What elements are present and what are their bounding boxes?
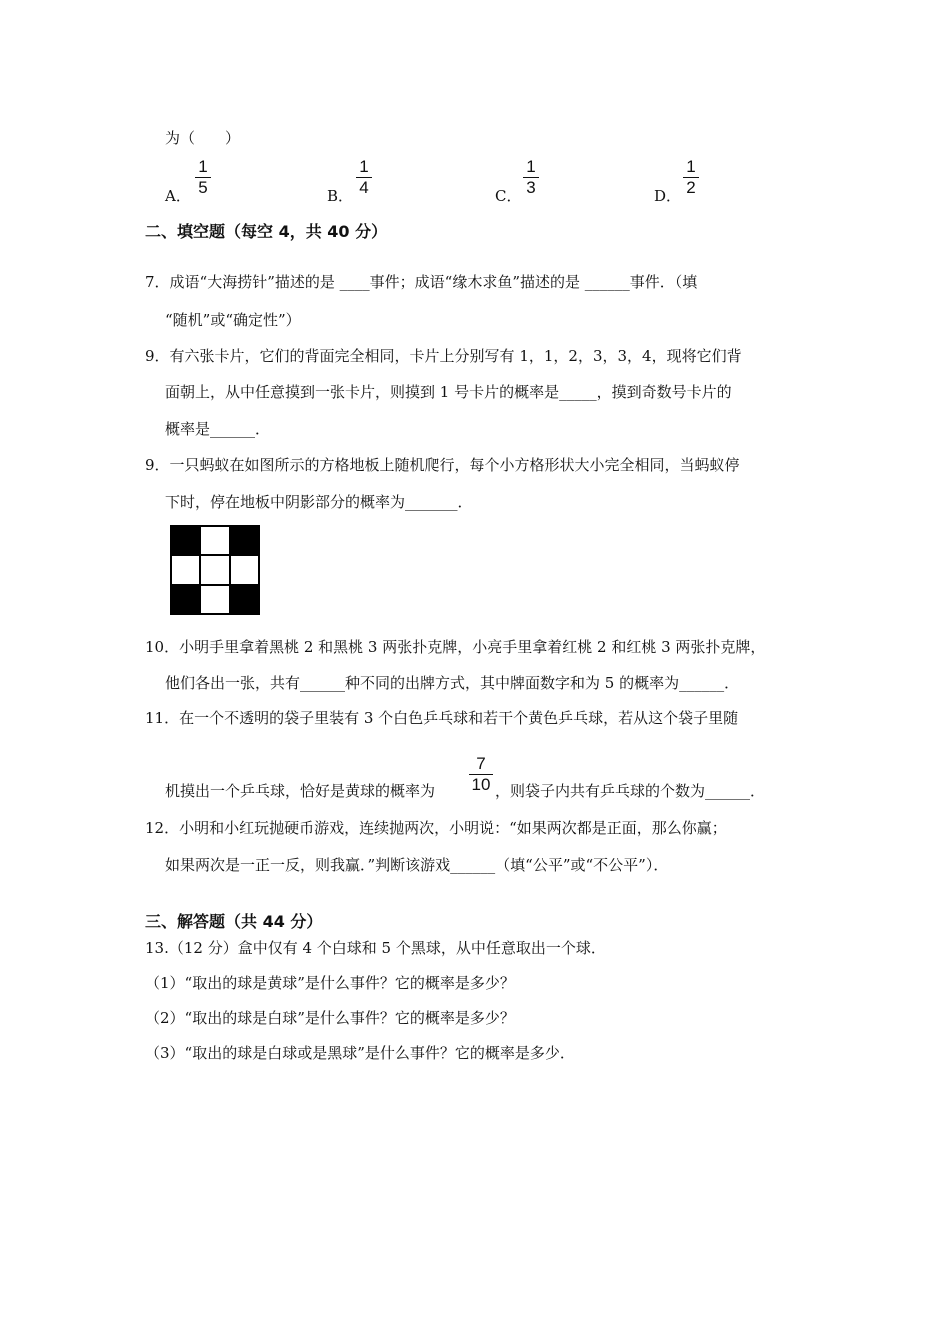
q9-line-1: 9．一只蚂蚁在如图所示的方格地板上随机爬行，每个小方格形状大小完全相同，当蚂蚁停 [145,456,740,474]
q9-line-2: 下时，停在地板中阴影部分的概率为_______． [165,493,473,511]
q6-option-c-fraction: 1 3 [523,158,539,197]
q9-floor-grid [170,525,260,615]
q8-line-1: 9．有六张卡片，它们的背面完全相同，卡片上分别写有 1，1，2，3，3，4，现将它们背 [145,347,742,365]
q11-fraction: 7 10 [469,755,493,794]
q6-option-d-label: D． [654,187,682,205]
q11-line-2-end: ，则袋子内共有乒乓球的个数为______． [495,782,766,800]
q13-part-3: （3）“取出的球是白球或是黑球”是什么事件？它的概率是多少． [145,1044,575,1062]
grid-cell-blank [200,555,229,584]
q12-line-2: 如果两次是一正一反，则我赢．”判断该游戏______（填“公平”或“不公平”）． [165,856,669,874]
q13-part-1: （1）“取出的球是黄球”是什么事件？它的概率是多少？ [145,974,515,992]
q7-line-2: “随机”或“确定性”） [165,311,301,329]
q12-line-1: 12．小明和小红玩抛硬币游戏，连续抛两次，小明说：“如果两次都是正面，那么你赢； [145,819,727,837]
section-3-heading: 三、解答题（共 44 分） [145,912,323,931]
q11-line-2-start: 机摸出一个乒乓球，恰好是黄球的概率为 [165,782,436,800]
q6-option-b-label: B． [327,187,354,205]
grid-cell-blank [230,555,259,584]
q6-option-a-label: A． [165,187,191,205]
section-2-heading: 二、填空题（每空 4，共 40 分） [145,222,388,241]
grid-cell-blank [200,585,229,614]
q6-option-a-fraction: 1 5 [195,158,211,197]
q7-line-1: 7．成语“大海捞针”描述的是 ____事件；成语“缘木求鱼”描述的是 ______事件．（填 [145,273,698,291]
q6-option-c-label: C． [495,187,522,205]
q13-part-2: （2）“取出的球是白球”是什么事件？它的概率是多少？ [145,1009,515,1027]
q6-option-b-fraction: 1 4 [356,158,372,197]
q6-option-d-fraction: 1 2 [683,158,699,197]
q11-line-1: 11．在一个不透明的袋子里装有 3 个白色乒乓球和若干个黄色乒乓球，若从这个袋子里随 [145,709,739,727]
grid-cell-shaded [230,526,259,555]
q10-line-1: 10．小明手里拿着黑桃 2 和黑桃 3 两张扑克牌，小亮手里拿着红桃 2 和红桃 3 两张扑克牌， [145,638,766,656]
q10-line-2: 他们各出一张，共有______种不同的出牌方式，其中牌面数字和为 5 的概率为______． [165,674,740,692]
q6-tail: 为（ ） [165,129,241,147]
grid-cell-blank [171,555,200,584]
grid-cell-shaded [230,585,259,614]
grid-cell-shaded [171,585,200,614]
grid-cell-blank [200,526,229,555]
q13-stem: 13.（12 分）盒中仅有 4 个白球和 5 个黑球，从中任意取出一个球． [145,939,606,957]
q8-line-3: 概率是______． [165,420,271,438]
grid-cell-shaded [171,526,200,555]
q8-line-2: 面朝上，从中任意摸到一张卡片，则摸到 1 号卡片的概率是_____，摸到奇数号卡片的 [165,383,732,401]
